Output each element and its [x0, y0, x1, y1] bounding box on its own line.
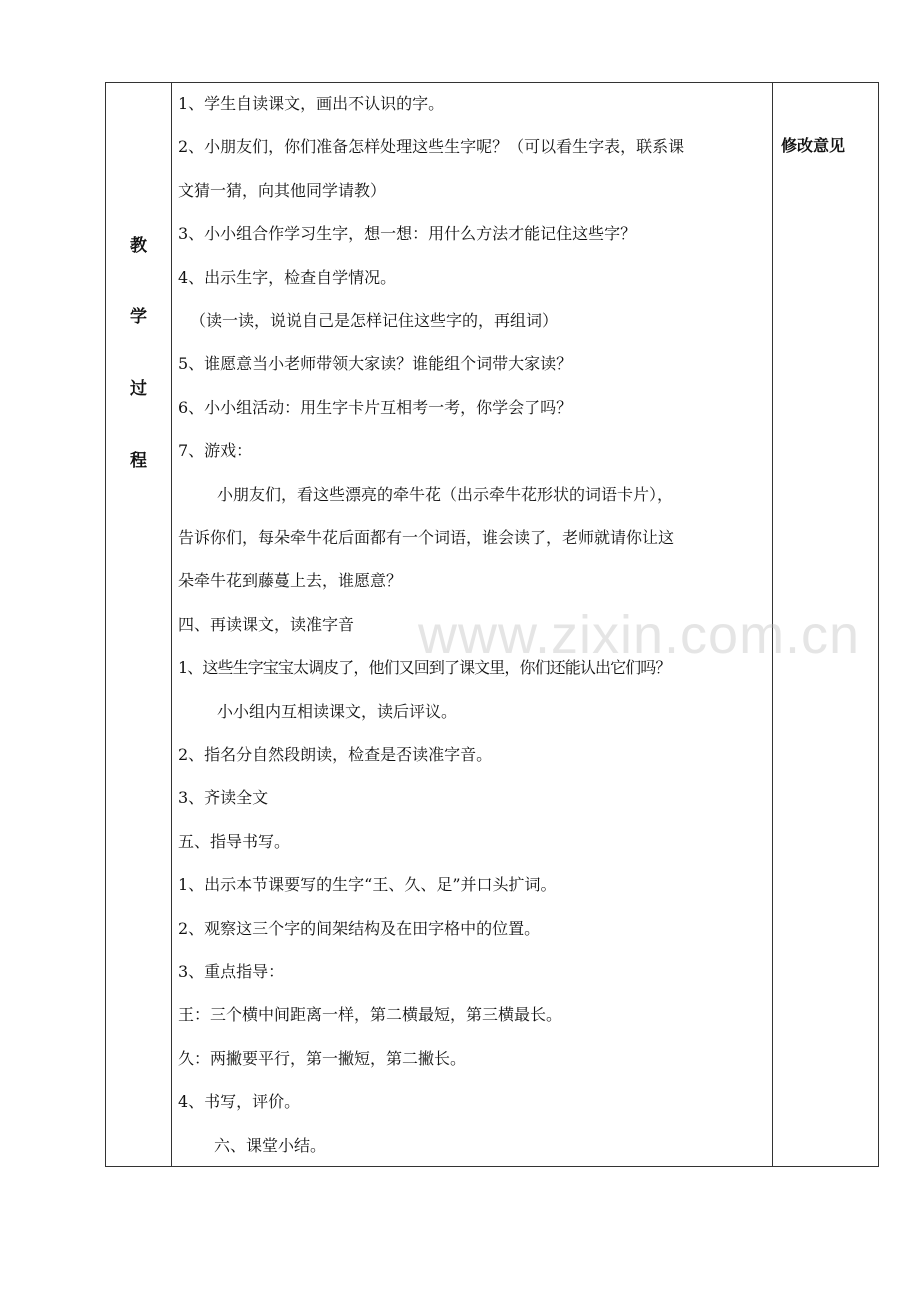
content-line: 四、再读课文，读准字音: [178, 614, 355, 634]
content-line: 告诉你们，每朵牵牛花后面都有一个词语，谁会读了，老师就请你让这: [178, 528, 675, 547]
content-line: 1、出示本节课要写的生字“王、久、足”并口头扩词。: [178, 875, 557, 895]
content-line: 小朋友们，看这些漂亮的牵牛花（出示牵牛花形状的词语卡片），: [217, 484, 674, 504]
content-line: 4、出示生字，检查自学情况。: [178, 267, 397, 287]
content-line: 小小组内互相读课文，读后评议。: [217, 701, 458, 721]
content-line: 4、书写，评价。: [178, 1092, 301, 1112]
content-line: 3、齐读全文: [178, 788, 269, 808]
content-line: 六、课堂小结。: [214, 1135, 327, 1155]
content-line: 3、小小组合作学习生字，想一想：用什么方法才能记住这些字？: [178, 224, 637, 244]
side-label-char: 教: [130, 236, 147, 256]
content-line: 文猜一猜，向其他同学请教）: [178, 180, 387, 200]
content-line: 朵牵牛花到藤蔓上去，谁愿意？: [178, 571, 403, 591]
side-label-char: 程: [130, 451, 147, 471]
content-line: 王：三个横中间距离一样，第二横最短，第三横最长。: [178, 1005, 563, 1025]
content-line: 2、小朋友们，你们准备怎样处理这些生字呢？（可以看生字表，联系课: [178, 137, 685, 157]
content-line: 2、指名分自然段朗读，检查是否读准字音。: [178, 745, 493, 764]
side-label-char: 过: [130, 379, 147, 399]
content-line: 6、小小组活动：用生字卡片互相考一考，你学会了吗？: [178, 397, 573, 417]
content-line: 1、这些生字宝宝太调皮了，他们又回到了课文里，你们还能认出它们吗？: [178, 658, 671, 678]
content-line: 2、观察这三个字的间架结构及在田字格中的位置。: [178, 918, 541, 938]
content-line: 五、指导书写。: [178, 831, 291, 851]
content-line: 3、重点指导：: [178, 962, 285, 981]
content-line: 5、谁愿意当小老师带领大家读？谁能组个词带大家读？: [178, 354, 573, 374]
content-line: 久：两撇要平行，第一撇短，第二撇长。: [178, 1048, 467, 1068]
content-line: 7、游戏：: [178, 441, 253, 461]
watermark: www.zixin.com.cn: [418, 605, 861, 665]
side-label-char: 学: [130, 307, 147, 327]
revision-notes-header: 修改意见: [781, 136, 846, 155]
content-line: 1、学生自读课文，画出不认识的字。: [178, 94, 445, 113]
column-divider: [171, 83, 172, 1166]
content-line: （读一读，说说自己是怎样记住这些字的，再组词）: [190, 311, 559, 330]
